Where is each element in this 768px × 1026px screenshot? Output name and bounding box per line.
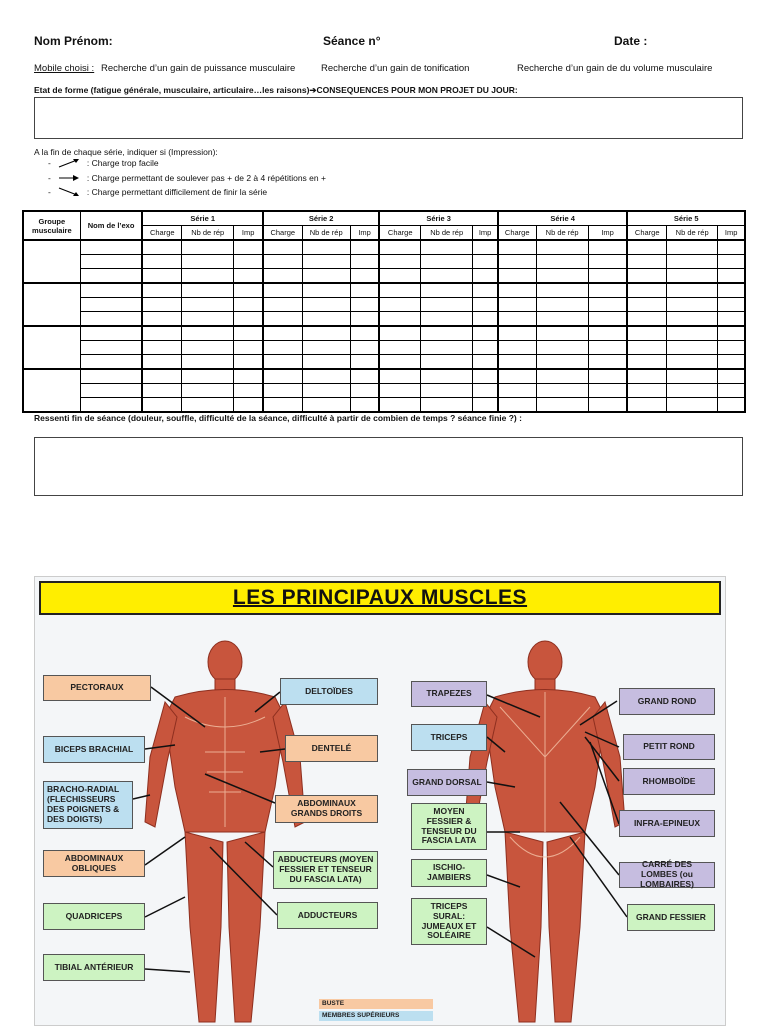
serie-cell[interactable]	[182, 298, 234, 312]
serie-cell[interactable]	[142, 255, 181, 269]
serie-cell[interactable]	[498, 255, 536, 269]
serie-cell[interactable]	[350, 341, 379, 355]
serie-cell[interactable]	[718, 240, 745, 255]
serie-cell[interactable]	[302, 355, 350, 370]
sub-charge: Charge	[627, 226, 666, 241]
serie-cell[interactable]	[234, 369, 263, 384]
groupe-musculaire-cell[interactable]	[23, 369, 80, 412]
serie-cell[interactable]	[302, 283, 350, 298]
serie-cell[interactable]	[350, 355, 379, 370]
muscles-poster	[34, 576, 726, 1026]
serie-cell[interactable]	[302, 384, 350, 398]
serie-cell[interactable]	[473, 269, 498, 284]
serie-cell[interactable]	[718, 398, 745, 413]
sub-nb-rep: Nb de rép	[302, 226, 350, 241]
serie-cell[interactable]	[234, 269, 263, 284]
label-petit-rond: PETIT ROND	[623, 734, 715, 760]
col-serie-4: Série 4	[498, 211, 628, 226]
serie-cell[interactable]	[421, 298, 473, 312]
serie-cell[interactable]	[667, 240, 718, 255]
serie-cell[interactable]	[142, 298, 181, 312]
serie-cell[interactable]	[350, 283, 379, 298]
serie-cell[interactable]	[718, 384, 745, 398]
serie-cell[interactable]	[473, 283, 498, 298]
serie-cell[interactable]	[302, 269, 350, 284]
sub-nb-rep: Nb de rép	[667, 226, 718, 241]
serie-cell[interactable]	[718, 283, 745, 298]
serie-cell[interactable]	[667, 269, 718, 284]
exo-cell[interactable]	[80, 240, 142, 255]
serie-cell[interactable]	[234, 355, 263, 370]
serie-cell[interactable]	[350, 384, 379, 398]
serie-cell[interactable]	[263, 283, 302, 298]
exo-cell[interactable]	[80, 398, 142, 413]
serie-cell[interactable]	[718, 369, 745, 384]
exo-cell[interactable]	[80, 326, 142, 341]
sub-imp: Imp	[718, 226, 745, 241]
table-row	[23, 283, 745, 298]
serie-cell[interactable]	[421, 369, 473, 384]
label-carre-des-lombes: CARRÉ DES LOMBES (ou LOMBAIRES)	[619, 862, 715, 888]
serie-cell[interactable]	[498, 326, 536, 341]
etat-forme-field[interactable]	[34, 97, 743, 139]
label-ischio-jambiers: ISCHIO-JAMBIERS	[411, 859, 487, 887]
serie-cell[interactable]	[718, 269, 745, 284]
serie-cell[interactable]	[263, 298, 302, 312]
serie-cell[interactable]	[142, 341, 181, 355]
exo-cell[interactable]	[80, 384, 142, 398]
mobile-option-volume[interactable]: Recherche d’un gain de du volume musculaire	[517, 63, 713, 74]
serie-cell[interactable]	[379, 240, 420, 255]
serie-cell[interactable]	[142, 398, 181, 413]
serie-cell[interactable]	[718, 355, 745, 370]
serie-cell[interactable]	[667, 283, 718, 298]
date-label: Date :	[614, 34, 648, 48]
serie-cell[interactable]	[302, 398, 350, 413]
serie-cell[interactable]	[498, 240, 536, 255]
table-row	[23, 341, 745, 355]
serie-cell[interactable]	[718, 326, 745, 341]
serie-cell[interactable]	[379, 341, 420, 355]
serie-cell[interactable]	[142, 240, 181, 255]
instruction-item-1: - : Charge trop facile	[48, 158, 159, 168]
poster-title: LES PRINCIPAUX MUSCLES	[39, 581, 721, 615]
serie-cell[interactable]	[667, 255, 718, 269]
label-deltoides: DELTOÏDES	[280, 678, 378, 705]
serie-cell[interactable]	[588, 384, 627, 398]
serie-cell[interactable]	[667, 341, 718, 355]
serie-cell[interactable]	[263, 398, 302, 413]
serie-cell[interactable]	[234, 298, 263, 312]
sub-charge: Charge	[263, 226, 302, 241]
serie-cell[interactable]	[263, 269, 302, 284]
serie-cell[interactable]	[588, 255, 627, 269]
serie-cell[interactable]	[182, 341, 234, 355]
serie-cell[interactable]	[473, 240, 498, 255]
serie-cell[interactable]	[182, 269, 234, 284]
serie-cell[interactable]	[473, 298, 498, 312]
serie-cell[interactable]	[379, 384, 420, 398]
serie-cell[interactable]	[142, 384, 181, 398]
legend-buste: BUSTE	[319, 999, 433, 1009]
mobile-option-puissance[interactable]: Recherche d’un gain de puissance musculaire	[101, 63, 296, 74]
serie-cell[interactable]	[379, 369, 420, 384]
serie-cell[interactable]	[588, 326, 627, 341]
serie-cell[interactable]	[421, 398, 473, 413]
serie-cell[interactable]	[263, 355, 302, 370]
serie-cell[interactable]	[302, 298, 350, 312]
serie-cell[interactable]	[536, 255, 588, 269]
serie-cell[interactable]	[498, 369, 536, 384]
serie-cell[interactable]	[350, 369, 379, 384]
table-row	[23, 298, 745, 312]
serie-cell[interactable]	[718, 341, 745, 355]
name-label: Nom Prénom:	[34, 34, 113, 48]
serie-cell[interactable]	[302, 326, 350, 341]
serie-cell[interactable]	[421, 283, 473, 298]
serie-cell[interactable]	[536, 384, 588, 398]
serie-cell[interactable]	[473, 355, 498, 370]
legend-membres-superieurs: MEMBRES SUPÉRIEURS	[319, 1011, 433, 1021]
table-row	[23, 326, 745, 341]
consequence-label: CONSEQUENCES POUR MON PROJET DU JOUR:	[316, 85, 518, 95]
serie-cell[interactable]	[379, 255, 420, 269]
etat-forme-label: Etat de forme (fatigue générale, musculaire, articulaire…les raisons)	[34, 85, 310, 95]
table-row	[23, 240, 745, 255]
serie-cell[interactable]	[536, 240, 588, 255]
sub-imp: Imp	[234, 226, 263, 241]
label-moyen-fessier: MOYEN FESSIER & TENSEUR DU FASCIA LATA	[411, 803, 487, 850]
serie-cell[interactable]	[536, 269, 588, 284]
sub-imp: Imp	[350, 226, 379, 241]
label-infra-epineux: INFRA-EPINEUX	[619, 810, 715, 837]
groupe-musculaire-cell[interactable]	[23, 326, 80, 369]
serie-cell[interactable]	[182, 312, 234, 327]
sub-imp: Imp	[473, 226, 498, 241]
instruction-text-2: : Charge permettant de soulever pas + de 2 à 4 répétitions en +	[86, 173, 326, 183]
serie-cell[interactable]	[536, 355, 588, 370]
serie-cell[interactable]	[627, 283, 666, 298]
exo-cell[interactable]	[80, 269, 142, 284]
serie-cell[interactable]	[473, 341, 498, 355]
table-row	[23, 398, 745, 413]
serie-cell[interactable]	[627, 398, 666, 413]
table-row	[23, 312, 745, 327]
serie-cell[interactable]	[536, 398, 588, 413]
serie-cell[interactable]	[667, 298, 718, 312]
serie-cell[interactable]	[536, 369, 588, 384]
exo-cell[interactable]	[80, 298, 142, 312]
table-row	[23, 369, 745, 384]
serie-cell[interactable]	[234, 283, 263, 298]
serie-cell[interactable]	[302, 341, 350, 355]
serie-cell[interactable]	[667, 355, 718, 370]
instruction-text-1: : Charge trop facile	[86, 158, 159, 168]
serie-cell[interactable]	[379, 269, 420, 284]
serie-cell[interactable]	[350, 398, 379, 413]
table-header-row	[23, 211, 745, 226]
table-row	[23, 255, 745, 269]
serie-cell[interactable]	[182, 398, 234, 413]
instruction-item-3: - : Charge permettant difficilement de finir la série	[48, 187, 268, 197]
serie-cell[interactable]	[536, 283, 588, 298]
label-adducteurs: ADDUCTEURS	[277, 902, 378, 929]
serie-cell[interactable]	[142, 269, 181, 284]
label-trapezes: TRAPEZES	[411, 681, 487, 707]
exo-cell[interactable]	[80, 369, 142, 384]
sub-nb-rep: Nb de rép	[536, 226, 588, 241]
serie-cell[interactable]	[588, 298, 627, 312]
serie-cell[interactable]	[667, 326, 718, 341]
serie-cell[interactable]	[536, 326, 588, 341]
serie-cell[interactable]	[718, 255, 745, 269]
label-bracho-radial: BRACHO-RADIAL (FLECHISSEURS DES POIGNETS & DES DOIGTS)	[43, 781, 133, 829]
col-nom-exo: Nom de l’exo	[80, 211, 142, 240]
arrow-right-icon	[55, 173, 83, 183]
serie-cell[interactable]	[421, 255, 473, 269]
serie-cell[interactable]	[263, 384, 302, 398]
serie-cell[interactable]	[498, 384, 536, 398]
etat-forme-heading	[34, 85, 518, 96]
serie-cell[interactable]	[588, 341, 627, 355]
serie-cell[interactable]	[421, 240, 473, 255]
serie-cell[interactable]	[627, 298, 666, 312]
serie-cell[interactable]	[498, 398, 536, 413]
serie-cell[interactable]	[182, 283, 234, 298]
serie-cell[interactable]	[473, 369, 498, 384]
label-abdominaux-obliques: ABDOMINAUX OBLIQUES	[43, 850, 145, 877]
serie-cell[interactable]	[536, 298, 588, 312]
instruction-text-3: : Charge permettant difficilement de finir la série	[86, 187, 268, 197]
sub-charge: Charge	[142, 226, 181, 241]
serie-cell[interactable]	[627, 269, 666, 284]
label-abducteurs: ABDUCTEURS (MOYEN FESSIER ET TENSEUR DU FASCIA LATA)	[273, 851, 378, 889]
serie-cell[interactable]	[142, 355, 181, 370]
serie-cell[interactable]	[302, 240, 350, 255]
serie-cell[interactable]	[588, 369, 627, 384]
serie-cell[interactable]	[182, 240, 234, 255]
serie-cell[interactable]	[421, 355, 473, 370]
arrow-icon: ➔	[309, 85, 317, 95]
serie-cell[interactable]	[498, 355, 536, 370]
serie-cell[interactable]	[498, 283, 536, 298]
table-body	[23, 240, 745, 412]
serie-cell[interactable]	[473, 398, 498, 413]
table-row	[23, 269, 745, 284]
serie-cell[interactable]	[379, 298, 420, 312]
serie-cell[interactable]	[667, 312, 718, 327]
instruction-item-2: - : Charge permettant de soulever pas + de 2 à 4 répétitions en +	[48, 173, 326, 183]
sub-imp: Imp	[588, 226, 627, 241]
serie-cell[interactable]	[627, 369, 666, 384]
serie-cell[interactable]	[234, 398, 263, 413]
serie-cell[interactable]	[182, 255, 234, 269]
serie-cell[interactable]	[421, 326, 473, 341]
session-label: Séance n°	[323, 34, 381, 48]
col-groupe-musculaire: Groupe musculaire	[23, 211, 80, 240]
exo-cell[interactable]	[80, 283, 142, 298]
serie-cell[interactable]	[588, 283, 627, 298]
col-serie-1: Série 1	[142, 211, 262, 226]
serie-cell[interactable]	[263, 240, 302, 255]
serie-cell[interactable]	[718, 312, 745, 327]
serie-cell[interactable]	[142, 283, 181, 298]
serie-cell[interactable]	[350, 269, 379, 284]
arrow-down-right-icon	[55, 187, 83, 197]
label-abdominaux-grands-droits: ABDOMINAUX GRANDS DROITS	[275, 795, 378, 823]
label-pectoraux: PECTORAUX	[43, 675, 151, 701]
serie-cell[interactable]	[421, 341, 473, 355]
label-rhomboide: RHOMBOÏDE	[623, 768, 715, 795]
serie-cell[interactable]	[350, 255, 379, 269]
serie-cell[interactable]	[536, 341, 588, 355]
instructions-intro: A la fin de chaque série, indiquer si (Impression):	[34, 147, 218, 157]
sub-charge: Charge	[498, 226, 536, 241]
serie-cell[interactable]	[234, 255, 263, 269]
label-dentele: DENTELÉ	[285, 735, 378, 762]
exo-cell[interactable]	[80, 312, 142, 327]
serie-cell[interactable]	[473, 326, 498, 341]
serie-cell[interactable]	[234, 326, 263, 341]
arrow-up-right-icon	[55, 158, 83, 168]
label-grand-dorsal: GRAND DORSAL	[407, 769, 487, 796]
serie-cell[interactable]	[473, 312, 498, 327]
serie-cell[interactable]	[667, 384, 718, 398]
serie-cell[interactable]	[473, 255, 498, 269]
serie-cell[interactable]	[498, 312, 536, 327]
serie-cell[interactable]	[234, 341, 263, 355]
serie-cell[interactable]	[263, 326, 302, 341]
serie-cell[interactable]	[627, 312, 666, 327]
serie-cell[interactable]	[421, 384, 473, 398]
serie-cell[interactable]	[234, 384, 263, 398]
serie-cell[interactable]	[498, 298, 536, 312]
serie-cell[interactable]	[350, 312, 379, 327]
serie-cell[interactable]	[379, 326, 420, 341]
serie-cell[interactable]	[182, 326, 234, 341]
exo-cell[interactable]	[80, 355, 142, 370]
serie-cell[interactable]	[627, 255, 666, 269]
ressenti-field[interactable]	[34, 437, 743, 496]
serie-cell[interactable]	[588, 269, 627, 284]
label-tibial-anterieur: TIBIAL ANTÉRIEUR	[43, 954, 145, 981]
serie-cell[interactable]	[379, 398, 420, 413]
serie-cell[interactable]	[350, 240, 379, 255]
serie-cell[interactable]	[627, 240, 666, 255]
groupe-musculaire-cell[interactable]	[23, 283, 80, 326]
serie-cell[interactable]	[142, 326, 181, 341]
label-triceps: TRICEPS	[411, 724, 487, 751]
col-serie-3: Série 3	[379, 211, 497, 226]
serie-cell[interactable]	[182, 355, 234, 370]
groupe-musculaire-cell[interactable]	[23, 240, 80, 283]
serie-cell[interactable]	[379, 355, 420, 370]
serie-cell[interactable]	[302, 255, 350, 269]
training-log-table	[22, 210, 746, 413]
serie-cell[interactable]	[379, 283, 420, 298]
serie-cell[interactable]	[718, 298, 745, 312]
sub-nb-rep: Nb de rép	[421, 226, 473, 241]
label-biceps-brachial: BICEPS BRACHIAL	[43, 736, 145, 763]
col-serie-5: Série 5	[627, 211, 745, 226]
table-row	[23, 384, 745, 398]
serie-cell[interactable]	[627, 341, 666, 355]
serie-cell[interactable]	[302, 369, 350, 384]
serie-cell[interactable]	[142, 369, 181, 384]
serie-cell[interactable]	[588, 312, 627, 327]
serie-cell[interactable]	[498, 341, 536, 355]
exo-cell[interactable]	[80, 255, 142, 269]
serie-cell[interactable]	[263, 312, 302, 327]
label-triceps-sural: TRICEPS SURAL: JUMEAUX ET SOLÉAIRE	[411, 898, 487, 945]
serie-cell[interactable]	[379, 312, 420, 327]
ressenti-label: Ressenti fin de séance (douleur, souffle, difficulté de la séance, difficulté à partir de combien de temps ? séance finie ?) :	[34, 413, 522, 423]
serie-cell[interactable]	[588, 355, 627, 370]
serie-cell[interactable]	[142, 312, 181, 327]
serie-cell[interactable]	[350, 326, 379, 341]
serie-cell[interactable]	[627, 355, 666, 370]
serie-cell[interactable]	[588, 240, 627, 255]
serie-cell[interactable]	[234, 240, 263, 255]
label-grand-fessier: GRAND FESSIER	[627, 904, 715, 931]
label-quadriceps: QUADRICEPS	[43, 903, 145, 930]
serie-cell[interactable]	[498, 269, 536, 284]
exo-cell[interactable]	[80, 341, 142, 355]
serie-cell[interactable]	[263, 255, 302, 269]
serie-cell[interactable]	[667, 369, 718, 384]
serie-cell[interactable]	[627, 326, 666, 341]
serie-cell[interactable]	[421, 269, 473, 284]
serie-cell[interactable]	[263, 341, 302, 355]
serie-cell[interactable]	[350, 298, 379, 312]
sub-nb-rep: Nb de rép	[182, 226, 234, 241]
col-serie-2: Série 2	[263, 211, 379, 226]
sub-charge: Charge	[379, 226, 420, 241]
serie-cell[interactable]	[588, 398, 627, 413]
serie-cell[interactable]	[302, 312, 350, 327]
serie-cell[interactable]	[536, 312, 588, 327]
serie-cell[interactable]	[473, 384, 498, 398]
serie-cell[interactable]	[182, 369, 234, 384]
serie-cell[interactable]	[667, 398, 718, 413]
serie-cell[interactable]	[263, 369, 302, 384]
serie-cell[interactable]	[234, 312, 263, 327]
mobile-label: Mobile choisi :	[34, 63, 95, 74]
serie-cell[interactable]	[421, 312, 473, 327]
serie-cell[interactable]	[627, 384, 666, 398]
serie-cell[interactable]	[182, 384, 234, 398]
label-grand-rond: GRAND ROND	[619, 688, 715, 715]
mobile-option-tonification[interactable]: Recherche d’un gain de tonification	[321, 63, 470, 74]
table-row	[23, 355, 745, 370]
